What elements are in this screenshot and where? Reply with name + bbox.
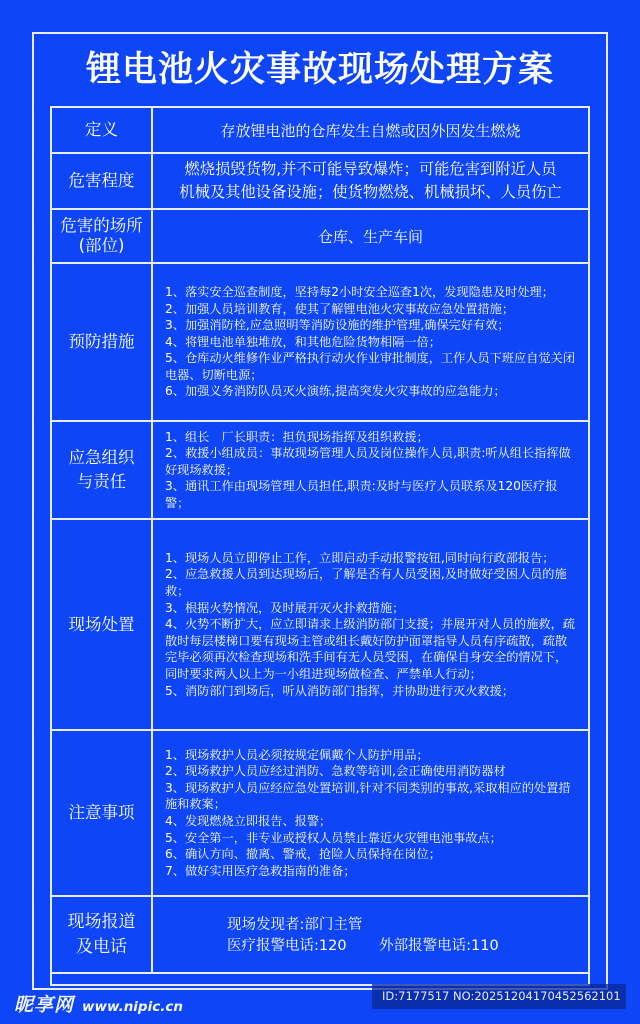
medical-phone: 医疗报警电话:120 xyxy=(227,938,347,954)
list-item: 3、现场救护人员应经应急处置培训,针对不同类别的事故,采取相应的处置措施和救案； xyxy=(165,780,571,812)
watermark-url: www.nipic.cn xyxy=(82,999,183,1015)
row-value xyxy=(153,422,588,518)
row-value xyxy=(153,520,588,729)
value-line: 机械及其他设备设施；使货物燃烧、机械损坏、人员伤亡 xyxy=(179,183,562,201)
watermark-brand: 昵享网 xyxy=(14,994,75,1016)
list-item: 2、救援小组成员：事故现场管理人员及岗位操作人员,职责:听从组长指挥做好现场救援； xyxy=(165,446,571,477)
label-line: 与责任 xyxy=(76,472,127,491)
watermark-logo xyxy=(14,990,183,1017)
list-item: 5、仓库动火维修作业严格执行动火作业审批制度，工作人员下班应自觉关闭电器、切断电源； xyxy=(165,351,575,382)
page-title: 锂电池火灾事故现场处理方案 xyxy=(85,50,554,90)
row-value xyxy=(153,154,588,208)
label-line: 应急组织 xyxy=(68,448,135,467)
list-item: 1、组长 厂长职责：担负现场指挥及组织救援； xyxy=(165,429,429,444)
list-item: 3、加强消防栓,应急照明等消防设施的维护管理,确保完好有效； xyxy=(165,318,510,333)
row-emergency-organization xyxy=(52,422,588,520)
row-value xyxy=(153,264,588,420)
list-item: 1、落实安全巡查制度，坚持每2小时安全巡查1次，发现隐患及时处理； xyxy=(165,284,554,299)
label-line: (部位) xyxy=(78,236,125,255)
contact-info xyxy=(153,897,588,972)
row-value: 存放锂电池的仓库发生自燃或因外因发生燃烧 xyxy=(220,121,521,140)
row-value: 仓库、生产车间 xyxy=(317,227,423,246)
row-precautions xyxy=(52,731,588,897)
list-item: 4、发现燃烧立即报告、报警； xyxy=(165,814,332,828)
discoverer-text: 现场发现者:部门主管 xyxy=(227,917,363,933)
row-label xyxy=(52,422,153,518)
list-item: 6、加强义务消防队员灭火演练,提高突发火灾事故的应急能力； xyxy=(165,384,506,399)
value-line: 燃烧损毁货物,并不可能导致爆炸；可能危害到附近人员 xyxy=(184,160,557,178)
list-item: 3、通讯工作由现场管理人员担任,职责:及时与医疗人员联系及120医疗报警； xyxy=(165,479,558,510)
label-line: 现场报道 xyxy=(67,911,136,932)
row-hazard-degree xyxy=(52,154,588,210)
row-label: 预防措施 xyxy=(52,264,153,420)
list-item: 2、应急救援人员到达现场后，了解是否有人员受困,及时做好受困人员的施救； xyxy=(165,567,567,599)
list-item: 7、做好实用医疗急救指南的准备； xyxy=(165,863,356,878)
list-item: 3、根据火势情况，及时展开灭火扑救措施； xyxy=(165,600,405,615)
list-item: 2、现场救护人员应经过消防、急救等培训,会正确使用消防器材 xyxy=(165,764,506,779)
watermark-id: ID:7177517 NO:20251204170452562101 xyxy=(372,984,626,1009)
row-hazard-location xyxy=(52,210,588,264)
label-line: 危害的场所 xyxy=(60,216,143,235)
list-item: 6、确认方向、撤离、警戒，抢险人员保持在岗位； xyxy=(165,847,441,862)
row-reporting-phone xyxy=(52,897,588,974)
row-label: 定义 xyxy=(52,108,153,152)
list-item: 1、现场救护人员必须按规定佩戴个人防护用品； xyxy=(165,747,429,762)
row-label: 注意事项 xyxy=(52,731,153,895)
external-phone: 外部报警电话:110 xyxy=(379,938,499,954)
list-item: 4、火势不断扩大，应立即请求上级消防部门支援；并展开对人员的施救，疏散时每层楼梯口要有现场主管或组长戴好防护面罩指导人员有序疏散，疏散完毕必须再次检查现场和洗手间有无人员受困，在确保自身安全的情况下，同时要求两人以上为一小组进现场做检查、严禁单人行动； xyxy=(165,617,575,681)
row-label: 危害程度 xyxy=(52,154,153,208)
list-item: 4、将锂电池单独堆放，和其他危险货物相隔一倍； xyxy=(165,334,441,349)
plan-table xyxy=(50,106,590,986)
list-item: 5、消防部门到场后，听从消防部门指挥，并协助进行灭火救援； xyxy=(165,683,515,698)
list-item: 2、加强人员培训教育，使其了解锂电池火灾事故应急处置措施； xyxy=(165,301,515,316)
row-label xyxy=(52,210,153,262)
row-prevention xyxy=(52,264,588,422)
row-definition xyxy=(52,108,588,154)
row-label: 现场处置 xyxy=(52,520,153,729)
list-item: 5、安全第一，非专业或授权人员禁止靠近火灾锂电池事故点； xyxy=(165,830,502,845)
list-item: 1、现场人员立即停止工作，立即启动手动报警按钮,同时向行政部报告； xyxy=(165,550,555,565)
row-value xyxy=(153,731,588,895)
row-onsite-handling xyxy=(52,520,588,731)
row-label xyxy=(52,897,153,972)
label-line: 及电话 xyxy=(76,936,127,957)
